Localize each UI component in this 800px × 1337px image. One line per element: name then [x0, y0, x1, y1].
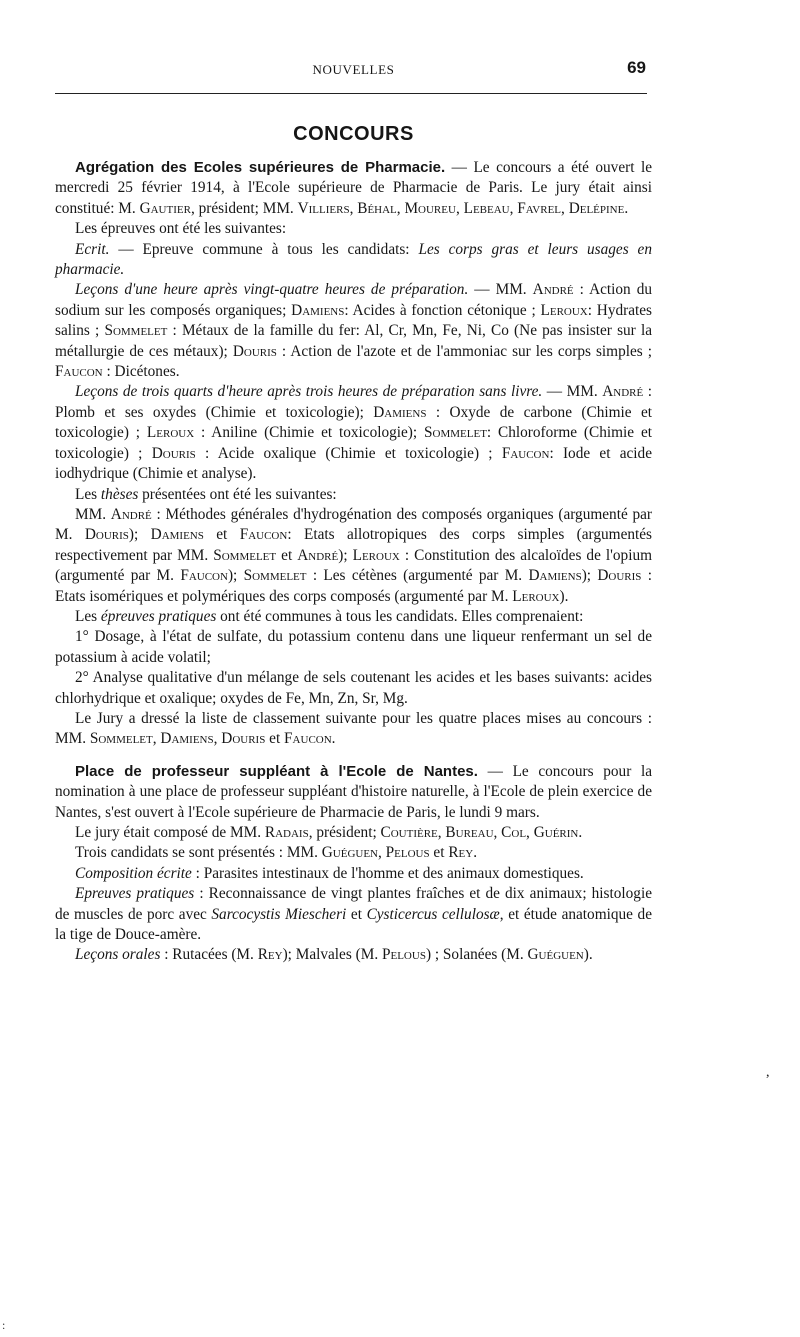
- paragraph-lecons-orales: Leçons orales : Rutacées (M. Rey); Malvales (M. Pelous) ; Solanées (M. Guéguen).: [75, 946, 593, 964]
- header-rule: [55, 93, 647, 94]
- paragraph-nantes: Place de professeur suppléant à l'Ecole de Nantes. — Le concours pour la nomination à une place de professeur suppléant d'histoire naturelle, à l'Ecole de plein exercice de Nantes, s'est ouvert à l'Ecole supérieure de Pharmacie de Paris, le lundi 9 mars.: [55, 762, 652, 821]
- paragraph-composition: Composition écrite : Parasites intestinaux de l'homme et des animaux domestiques.: [75, 864, 584, 882]
- paragraph-theses: MM. André : Méthodes générales d'hydrogénation des composés organiques (argumenté par M. Douris); Damiens et Faucon: Etats allotropiques des corps simples (argumentés respectivement par MM. Sommelet et André); Leroux : Constitution des alcaloïdes de l'opium (argumenté par M. Faucon); Sommelet : Les cétènes (argumenté par M. Damiens); Douris : Etats isomériques et polymériques des corps composés (argumenté par M. Leroux).: [55, 505, 653, 605]
- paragraph-classement: Le Jury a dressé la liste de classement suivante pour les quatre places mises au concours : MM. Sommelet, Damiens, Douris et Faucon.: [55, 709, 652, 748]
- section-gap: [55, 750, 652, 762]
- page-number: 69: [627, 58, 646, 77]
- paragraph-analyse: 2° Analyse qualitative d'un mélange de sels coutenant les acides et les bases suivants: acides chlorhydrique et oxalique; oxydes de Fe, Mn, Zn, Sr, Mg.: [55, 669, 652, 707]
- paragraph-dosage: 1° Dosage, à l'état de sulfate, du potassium contenu dans une liqueur renfermant un sel de potassium à acide volatil;: [55, 628, 652, 666]
- paragraph-pratiques-nantes: Epreuves pratiques : Reconnaissance de vingt plantes fraîches et de dix animaux; histologie de muscles de porc avec Sarcocystis Miescheri et Cysticercus cellulosæ, et étude anatomique de la tige de Douce-amère.: [55, 885, 652, 944]
- running-head: [55, 56, 652, 78]
- page: [55, 56, 652, 966]
- paragraph-ecrit: Ecrit. — Epreuve commune à tous les candidats: Les corps gras et leurs usages en pharmacie.: [55, 240, 652, 279]
- paragraph-jury-nantes: Le jury était composé de MM. Radais, président; Coutière, Bureau, Col, Guérin.: [75, 824, 583, 841]
- paragraph-agregation: Agrégation des Ecoles supérieures de Pharmacie. — Le concours a été ouvert le mercredi 25 février 1914, à l'Ecole supérieure de Pharmacie de Paris. Le jury était ainsi constitué: M. Gautier, président; MM. Villiers, Béhal, Moureu, Lebeau, Favrel, Delépine.: [55, 159, 652, 217]
- paragraph-epreuves-pratiques: Les épreuves pratiques ont été communes à tous les candidats. Elles comprenaient:: [75, 607, 584, 625]
- edge-mark: :: [2, 1318, 6, 1332]
- paragraph-lecons-heure: Leçons d'une heure après vingt-quatre heures de préparation. — MM. André : Action du sodium sur les composés organiques; Damiens: Acides à fonction cétonique ; Leroux: Hydrates salins ; Sommelet : Métaux de la famille du fer: Al, Cr, Mn, Fe, Ni, Co (Ne pas insister sur la métallurgie de ces métaux); Douris : Action de l'azote et de l'ammoniac sur les corps simples ; Faucon : Dicétones.: [55, 281, 653, 381]
- running-title: NOUVELLES: [312, 62, 395, 77]
- paragraph-lecons-trois-quarts: Leçons de trois quarts d'heure après trois heures de préparation sans livre. — MM. André : Plomb et ses oxydes (Chimie et toxicologie); Damiens : Oxyde de carbone (Chimie et toxicologie) ; Leroux : Aniline (Chimie et toxicologie); Sommelet: Chloroforme (Chimie et toxicologie) ; Douris : Acide oxalique (Chimie et toxicologie) ; Faucon: Iode et acide iodhydrique (Chimie et analyse).: [55, 383, 653, 483]
- paragraph-candidats: Trois candidats se sont présentés : MM. Guéguen, Pelous et Rey.: [75, 844, 478, 862]
- section-title: CONCOURS: [293, 123, 414, 145]
- paragraph-epreuves: Les épreuves ont été les suivantes:: [75, 220, 287, 238]
- margin-mark: ,: [766, 1065, 770, 1080]
- paragraph-theses-intro: Les thèses présentées ont été les suivantes:: [75, 485, 337, 503]
